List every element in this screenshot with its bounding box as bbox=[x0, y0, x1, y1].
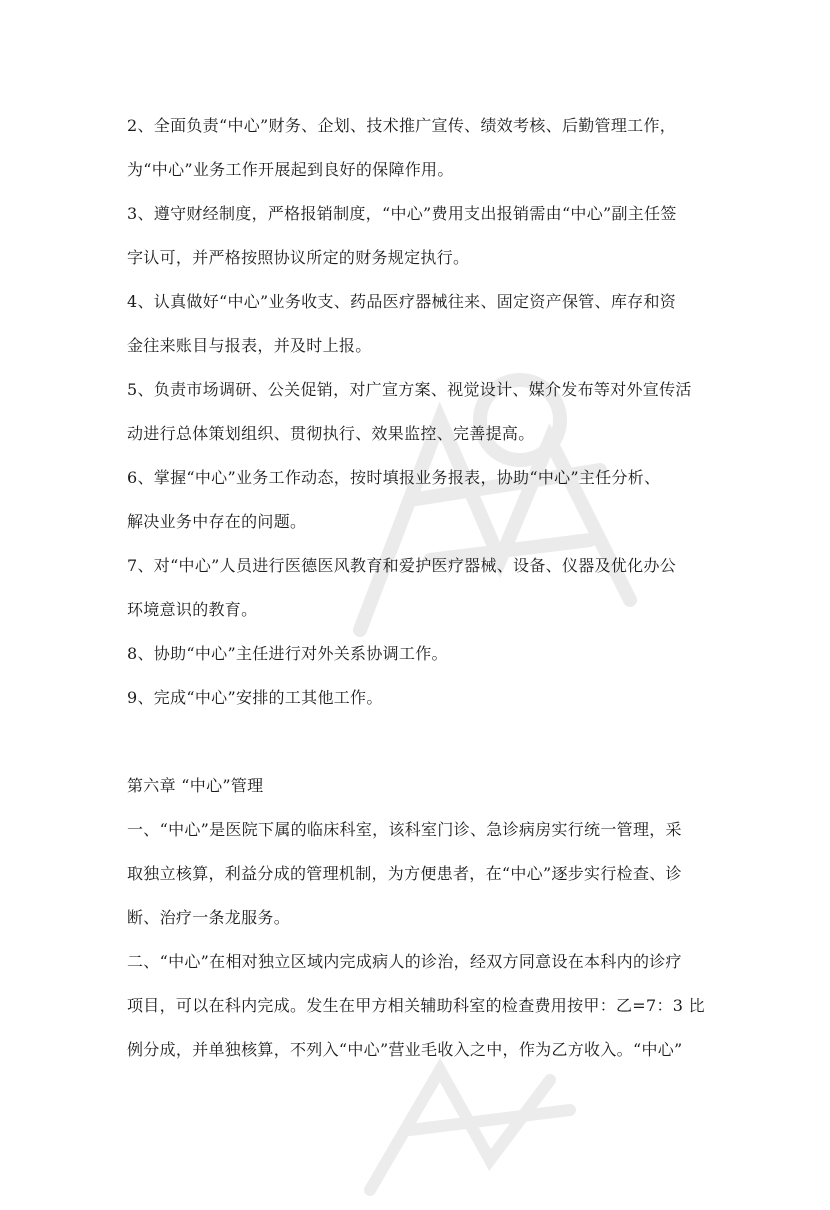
text-line: 字认可，并严格按照协议所定的财务规定执行。 bbox=[127, 248, 470, 267]
text-line: 为“中心”业务工作开展起到良好的保障作用。 bbox=[127, 160, 454, 179]
text-line: 4、认真做好“中心”业务收支、药品医疗器械往来、固定资产保管、库存和资 bbox=[127, 292, 677, 311]
text-line: 9、完成“中心”安排的工其他工作。 bbox=[127, 688, 383, 707]
text-line: 动进行总体策划组织、贯彻执行、效果监控、完善提高。 bbox=[127, 424, 535, 443]
text-line: 7、对“中心”人员进行医德医风教育和爱护医疗器械、设备、仪器及优化办公 bbox=[127, 556, 677, 575]
text-line: 项目，可以在科内完成。发生在甲方相关辅助科室的检查费用按甲：乙=7：3 比 bbox=[127, 996, 705, 1015]
text-line: 一、“中心”是医院下属的临床科室，该科室门诊、急诊病房实行统一管理，采 bbox=[127, 820, 682, 839]
text-line: 二、“中心”在相对独立区域内完成病人的诊治，经双方同意设在本科内的诊疗 bbox=[127, 952, 682, 971]
chapter-heading: 第六章 “中心”管理 bbox=[127, 776, 264, 795]
text-line: 3、遵守财经制度，严格报销制度，“中心”费用支出报销需由“中心”副主任签 bbox=[127, 204, 677, 223]
text-line: 解决业务中存在的问题。 bbox=[127, 512, 307, 531]
text-line: 8、协助“中心”主任进行对外关系协调工作。 bbox=[127, 644, 448, 663]
text-line: 断、治疗一条龙服务。 bbox=[127, 908, 291, 927]
text-line: 金往来账目与报表，并及时上报。 bbox=[127, 336, 372, 355]
text-line: 取独立核算，利益分成的管理机制，为方便患者，在“中心”逐步实行检查、诊 bbox=[127, 864, 682, 883]
text-line: 5、负责市场调研、公关促销，对广宣方案、视觉设计、媒介发布等对外宣传活 bbox=[127, 380, 692, 399]
text-line: 环境意识的教育。 bbox=[127, 600, 258, 619]
text-line: 例分成，并单独核算，不列入“中心”营业毛收入之中，作为乙方收入。“中心” bbox=[127, 1040, 683, 1059]
text-line: 6、掌握“中心”业务工作动态，按时填报业务报表，协助“中心”主任分析、 bbox=[127, 468, 661, 487]
text-line: 2、全面负责“中心”财务、企划、技术推广宣传、绩效考核、后勤管理工作， bbox=[127, 116, 677, 135]
